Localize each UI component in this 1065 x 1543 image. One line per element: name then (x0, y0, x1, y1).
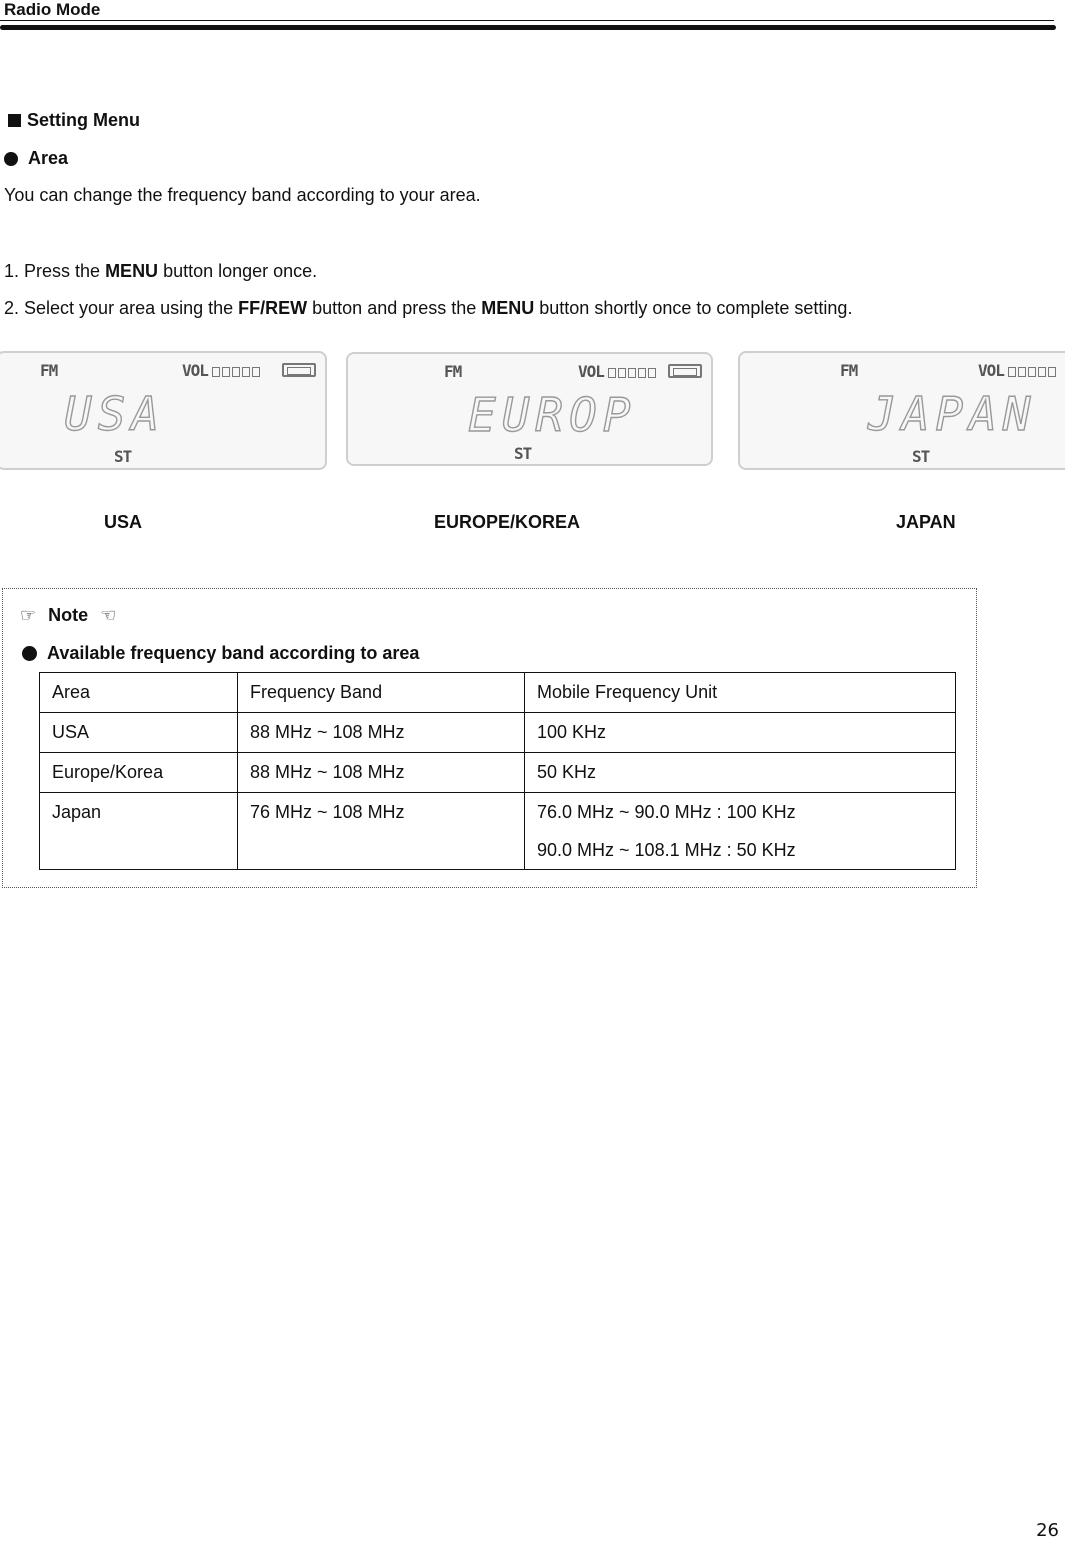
table-row (40, 793, 956, 870)
header-rule-thick (0, 25, 1056, 30)
table-row (40, 753, 956, 793)
volume-bars-icon (212, 367, 260, 377)
lcd-band-label: FM (840, 361, 858, 380)
lcd-stereo-label: ST (912, 447, 930, 466)
lcd-display-japan (738, 351, 1065, 470)
caption-japan: JAPAN (896, 512, 956, 532)
header-rule-thin (0, 20, 1054, 21)
step-2 (4, 298, 852, 319)
step-1-prefix: 1. Press the (4, 261, 106, 281)
pointing-left-hand-icon: ☜ (100, 605, 117, 626)
table-header-row (40, 673, 956, 713)
battery-icon (282, 363, 316, 377)
table-cell-line: 76.0 MHz ~ 90.0 MHz : 100 KHz (537, 802, 796, 822)
note-title-text: Note (48, 605, 89, 625)
step-1-menu-label: MENU (105, 261, 159, 281)
table-cell: 88 MHz ~ 108 MHz (238, 713, 525, 753)
lcd-band-label: FM (444, 362, 462, 381)
square-bullet-icon (8, 114, 21, 127)
table-cell: Japan (40, 793, 238, 870)
section-heading (8, 110, 140, 131)
caption-usa: USA (104, 512, 143, 532)
lcd-main-text: JAPAN (868, 387, 1037, 441)
table-cell: 88 MHz ~ 108 MHz (238, 753, 525, 793)
table-cell-line: 90.0 MHz ~ 108.1 MHz : 50 KHz (537, 840, 796, 860)
lcd-display-usa (0, 351, 327, 470)
page-number: 26 (1036, 1520, 1059, 1541)
volume-bars-icon (1008, 367, 1056, 377)
step-2-menu-label: MENU (481, 298, 535, 318)
note-title (20, 605, 116, 626)
lcd-vol-label: VOL (182, 361, 260, 380)
step-1 (4, 261, 317, 282)
lcd-main-text: USA (64, 387, 166, 441)
circle-bullet-icon (22, 646, 37, 661)
table-header-cell: Frequency Band (238, 673, 525, 713)
table-cell: Europe/Korea (40, 753, 238, 793)
frequency-table (39, 672, 956, 870)
table-cell: USA (40, 713, 238, 753)
lcd-main-text: EUROP (468, 388, 637, 442)
circle-bullet-icon (4, 152, 18, 166)
table-header-cell: Area (40, 673, 238, 713)
step-2-prefix: 2. Select your area using the (4, 298, 239, 318)
table-cell: 76 MHz ~ 108 MHz (238, 793, 525, 870)
battery-icon (668, 364, 702, 378)
sub-heading (4, 148, 68, 169)
table-header-cell: Mobile Frequency Unit (525, 673, 956, 713)
intro-text: You can change the frequency band according to your area. (4, 185, 481, 205)
step-1-suffix: button longer once. (158, 261, 318, 281)
note-subtitle-text: Available frequency band according to area (47, 643, 420, 663)
table-cell: 100 KHz (525, 713, 956, 753)
step-2-suffix: button shortly once to complete setting. (534, 298, 853, 318)
pointing-right-hand-icon: ☞ (20, 605, 37, 626)
volume-bars-icon (608, 368, 656, 378)
lcd-vol-label: VOL (578, 362, 656, 381)
lcd-stereo-label: ST (114, 447, 132, 466)
page-header-title: Radio Mode (4, 0, 101, 19)
lcd-band-label: FM (40, 361, 58, 380)
lcd-stereo-label: ST (514, 444, 532, 463)
note-subtitle (22, 643, 419, 664)
lcd-vol-label: VOL (978, 361, 1056, 380)
lcd-display-europe (346, 352, 713, 466)
caption-europe-korea: EUROPE/KOREA (434, 512, 581, 532)
table-cell: 50 KHz (525, 753, 956, 793)
section-heading-text: Setting Menu (27, 110, 140, 130)
table-cell (525, 793, 956, 870)
step-2-ffrew-label: FF/REW (238, 298, 308, 318)
sub-heading-text: Area (28, 148, 69, 168)
step-2-middle: button and press the (307, 298, 482, 318)
table-row (40, 713, 956, 753)
